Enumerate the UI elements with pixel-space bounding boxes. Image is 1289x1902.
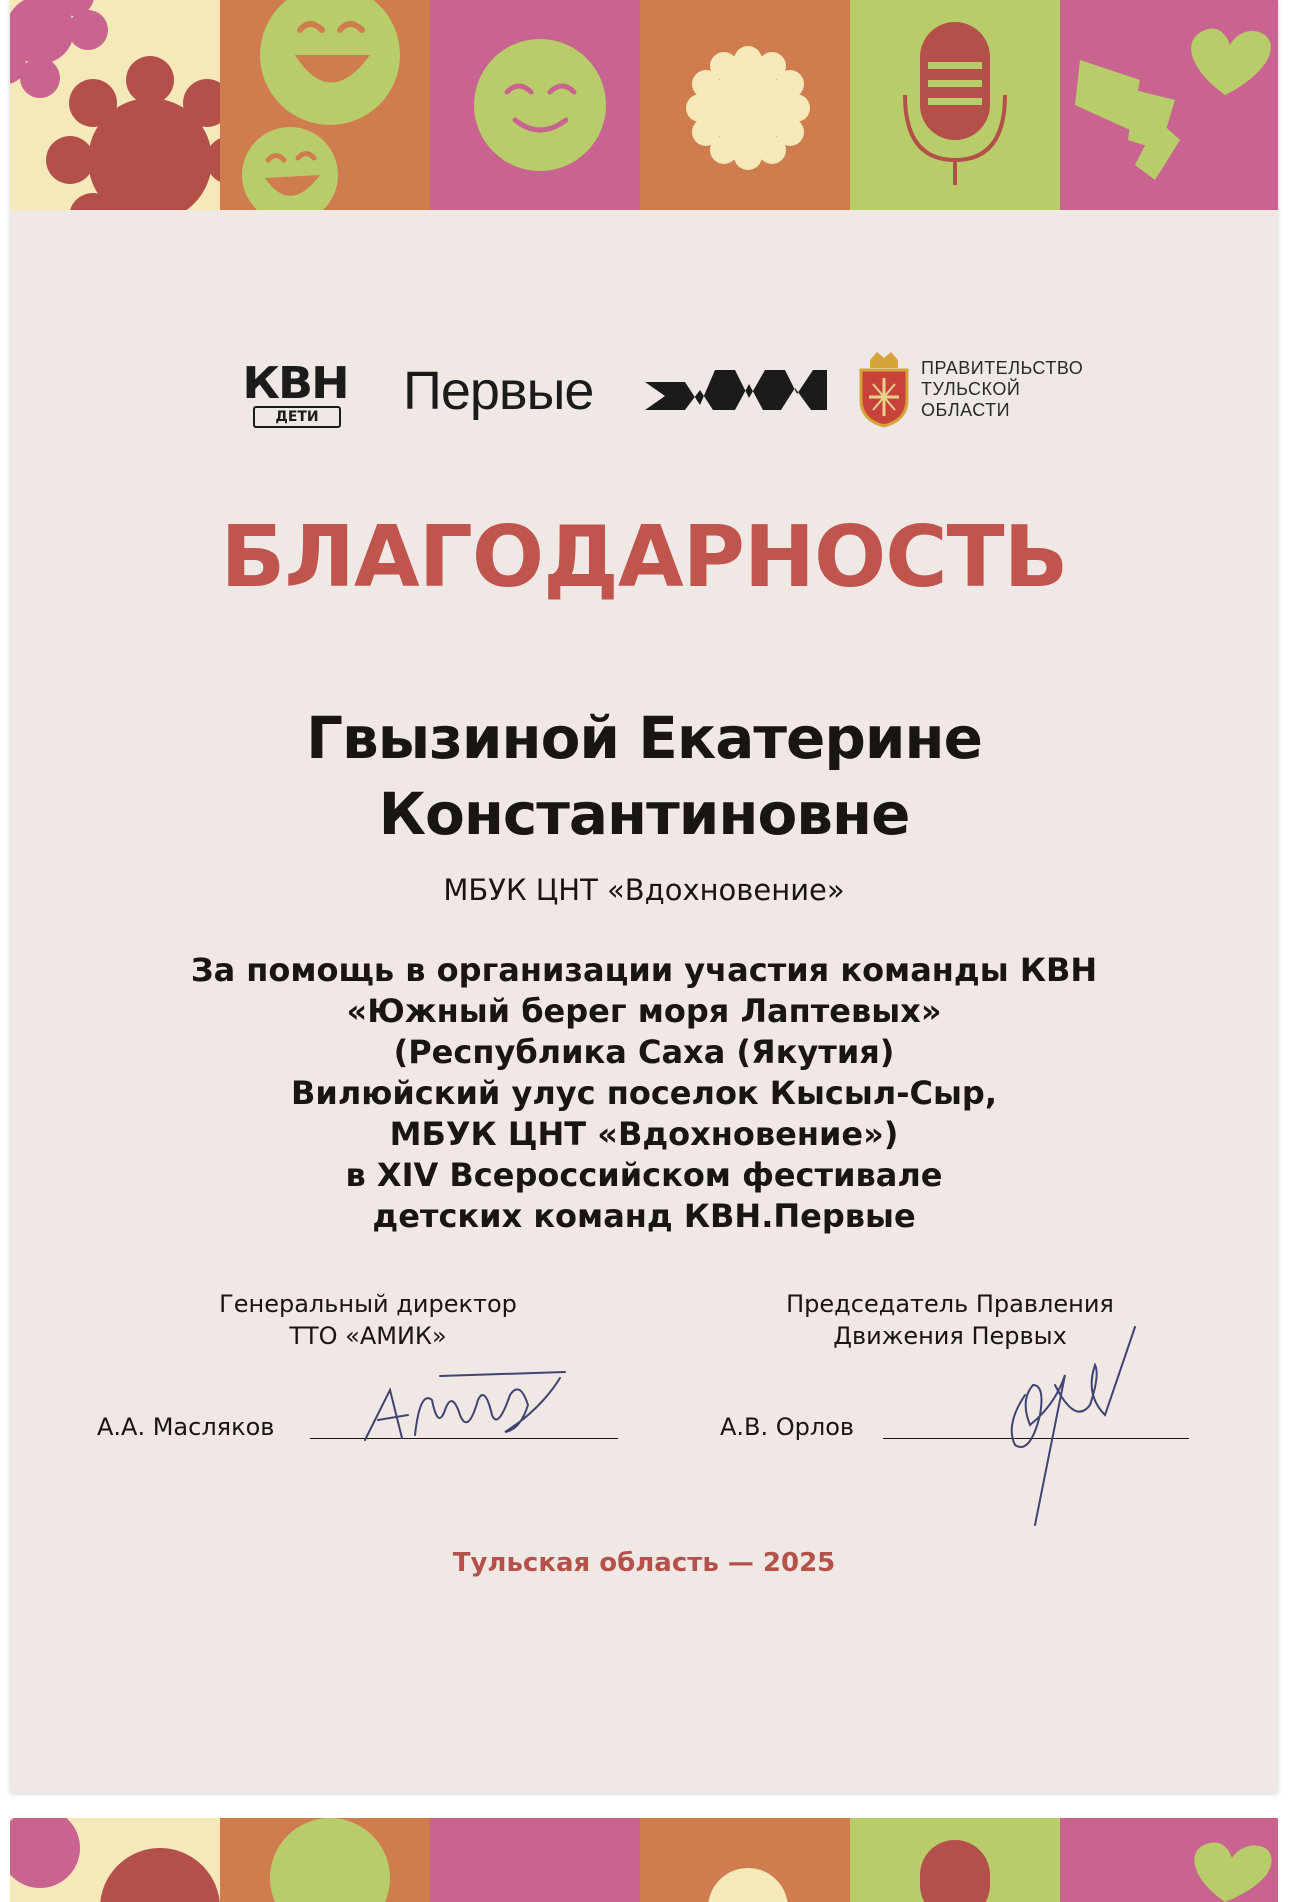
certificate-title: БЛАГОДАРНОСТЬ <box>220 508 1068 607</box>
pervye-logo: Первые <box>403 361 594 421</box>
flower-icon <box>10 0 254 210</box>
signature-2-handwritten <box>995 1325 1145 1539</box>
sun-flower-icon <box>640 0 850 210</box>
recipient-name: Гвызиной Екатерине Константиновне <box>306 704 982 848</box>
signature-1-handwritten <box>360 1370 570 1454</box>
kvn-kids-logo: КВН ДЕТИ <box>220 360 370 428</box>
amik-logo <box>645 360 827 420</box>
smiling-smiley-icon <box>430 0 640 210</box>
laughing-smiley-icon <box>220 0 430 210</box>
certificate-page <box>10 0 1278 1793</box>
gratitude-reason: За помощь в организации участия команды КВН «Южный берег моря Лаптевых» (Республика Саха (Якутия) Вилюйский улус поселок Кысыл-Сыр, МБУК ЦНТ «Вдохновение») в XIV Всероссийском фестивале детских команд КВН.Первые <box>190 951 1098 1235</box>
next-certificate-page-banner <box>10 1818 1278 1902</box>
microphone-icon <box>850 0 1060 210</box>
tula-government-logo-text: ПРАВИТЕЛЬСТВО ТУЛЬСКОЙ ОБЛАСТИ <box>921 358 1084 420</box>
signatory-1-name: А.А. Масляков <box>97 1413 275 1441</box>
signatory-1-title: Генеральный директор ТТО «АМИК» <box>219 1290 517 1350</box>
decorative-banner <box>10 0 1278 210</box>
partner-logos <box>10 350 1278 440</box>
place-and-year: Тульская область — 2025 <box>452 1548 836 1578</box>
signatory-2-title: Председатель Правления Движения Первых <box>786 1290 1114 1350</box>
tula-coat-of-arms-icon <box>855 350 913 428</box>
megaphone-heart-icon <box>1060 0 1278 210</box>
signatory-2-name: А.В. Орлов <box>720 1413 855 1441</box>
recipient-organization: МБУК ЦНТ «Вдохновение» <box>443 873 845 907</box>
